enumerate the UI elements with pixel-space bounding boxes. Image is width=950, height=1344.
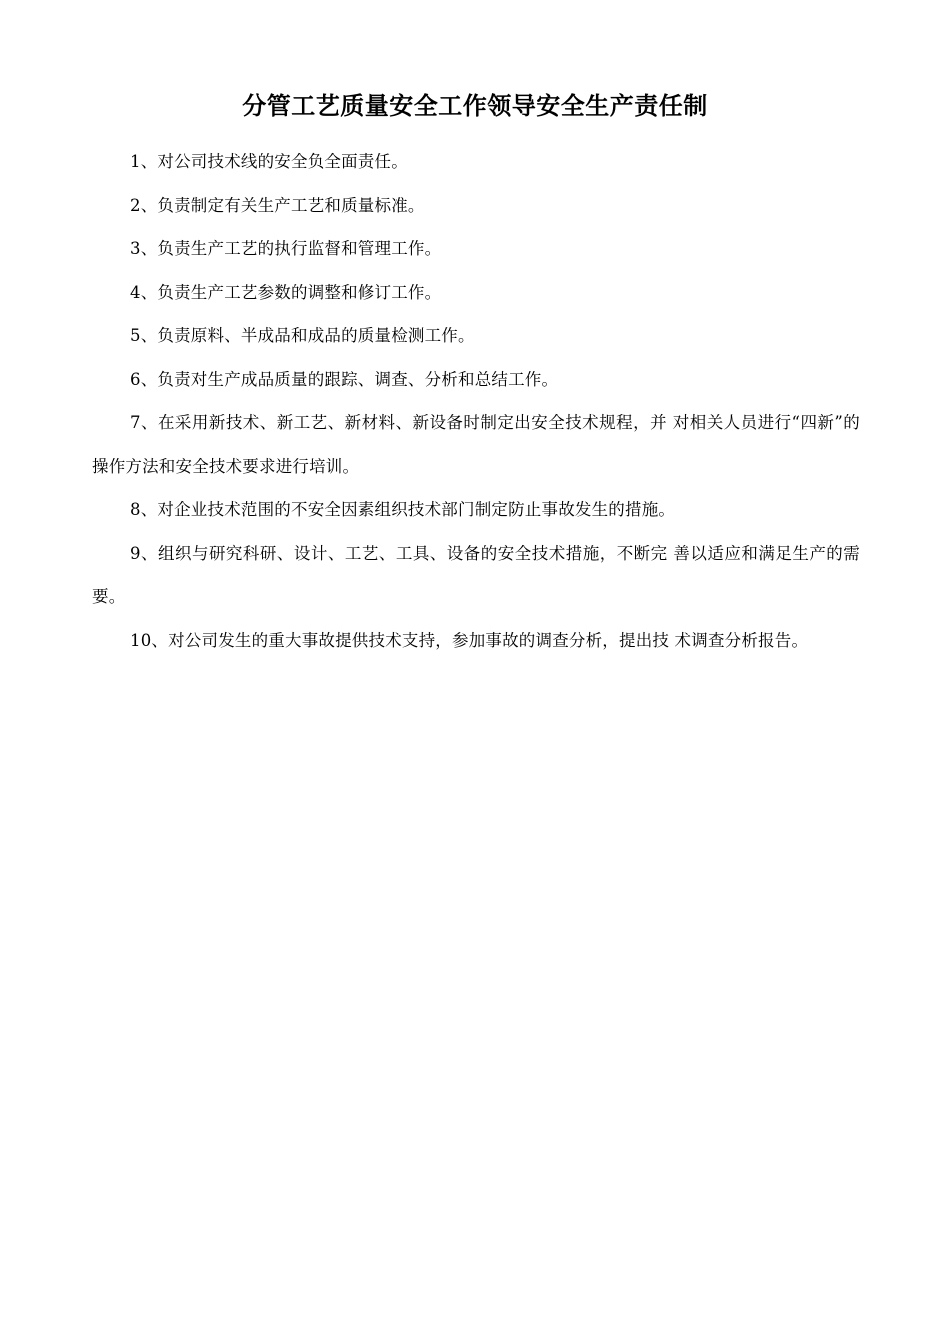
clause-6: 6、负责对生产成品质量的跟踪、调查、分析和总结工作。 <box>130 369 559 389</box>
clause-10: 10、对公司发生的重大事故提供技术支持，参加事故的调查分析，提出技 术调查分析报告。 <box>130 630 809 650</box>
document-title: 分管工艺质量安全工作领导安全生产责任制 <box>242 91 708 120</box>
clause-7: 7、在采用新技术、新工艺、新材料、新设备时制定出安全技术规程，并 对相关人员进行“四新”的操作方法和安全技术要求进行培训。 <box>92 413 860 476</box>
clause-5: 5、负责原料、半成品和成品的质量检测工作。 <box>130 326 475 345</box>
document-body <box>92 140 860 662</box>
clause-1: 1、对公司技术线的安全负全面责任。 <box>130 152 408 171</box>
clause-3: 3、负责生产工艺的执行监督和管理工作。 <box>130 239 442 258</box>
clause-8: 8、对企业技术范围的不安全因素组织技术部门制定防止事故发生的措施。 <box>130 500 676 519</box>
clause-2: 2、负责制定有关生产工艺和质量标准。 <box>130 195 425 215</box>
clause-9: 9、组织与研究科研、设计、工艺、工具、设备的安全技术措施，不断完 善以适应和满足生产的需要。 <box>92 543 860 606</box>
clause-4: 4、负责生产工艺参数的调整和修订工作。 <box>130 282 442 302</box>
